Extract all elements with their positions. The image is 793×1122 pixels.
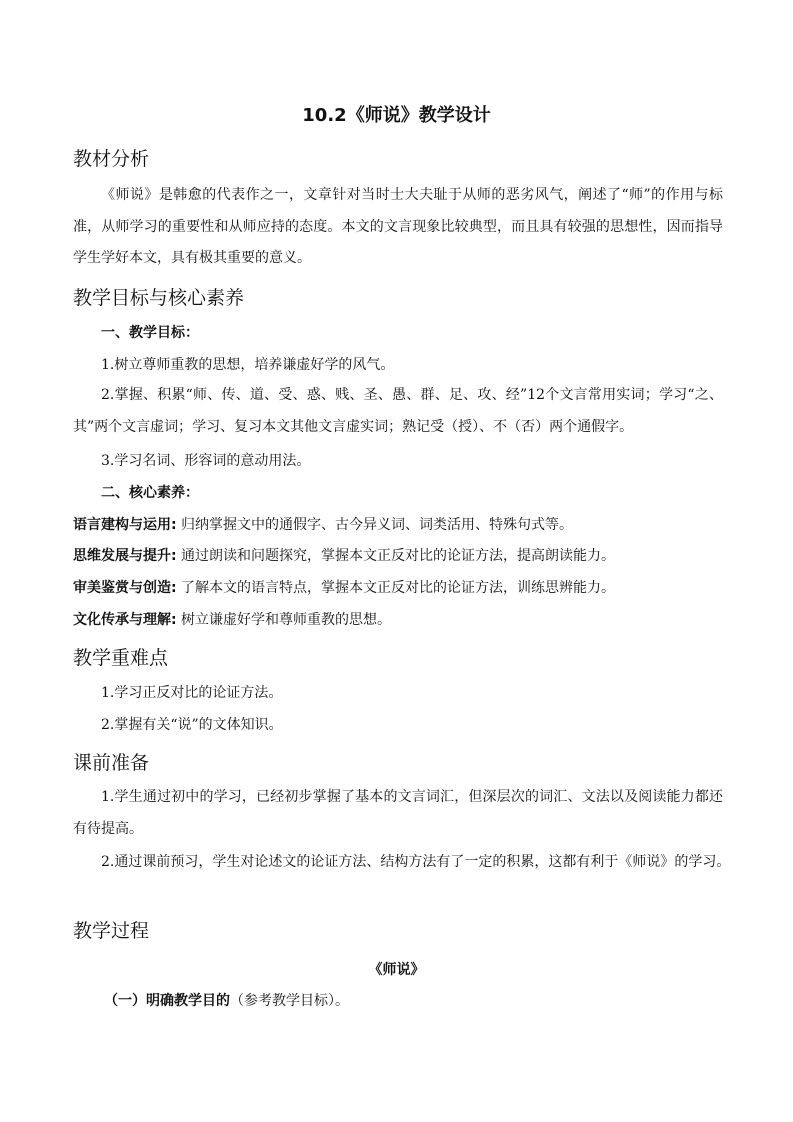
keypoint-item-2: 2.掌握有关“说”的文体知识。 bbox=[101, 717, 283, 733]
subheading-teaching-goals: 一、教学目标： bbox=[101, 325, 199, 341]
heading-keypoints: 教学重难点 bbox=[73, 647, 169, 669]
analysis-paragraph: 《师说》是韩愈的代表作之一，文章针对当时士大夫耻于从师的恶劣风气，阐述了“师”的作用与标准，从师学习的重要性和从师应持的态度。本文的文言现象比较典型，而且具有较强的思想性，因而指导学生学好本文，具有极其重要的意义。 bbox=[73, 187, 723, 266]
core-item-1-text: 归纳掌握文中的通假字、古今异义词、词类活用、特殊句式等。 bbox=[176, 517, 574, 533]
prep-item-1: 1.学生通过初中的学习，已经初步掌握了基本的文言词汇，但深层次的词汇、文法以及阅读能力都还有待提高。 bbox=[73, 789, 723, 837]
core-item-2-text: 通过朗读和问题探究，掌握本文正反对比的论证方法，提高朗读能力。 bbox=[176, 548, 616, 564]
core-item-1 bbox=[73, 515, 703, 535]
prep-item-2: 2.通过课前预习，学生对论述文的论证方法、结构方法有了一定的积累，这都有利于《师说》的学习。 bbox=[101, 854, 731, 870]
core-item-4-label: 文化传承与理解: bbox=[73, 612, 177, 628]
core-item-3 bbox=[73, 578, 703, 598]
heading-process: 教学过程 bbox=[73, 920, 150, 942]
heading-prep: 课前准备 bbox=[73, 752, 150, 774]
process-step-1-label: （一）明确教学目的 bbox=[104, 993, 230, 1009]
goal-item-3: 3.学习名词、形容词的意动用法。 bbox=[101, 453, 311, 469]
heading-analysis: 教材分析 bbox=[73, 148, 150, 170]
keypoint-item-1: 1.学习正反对比的论证方法。 bbox=[101, 685, 283, 701]
goal-item-2: 2.掌握、积累“师、传、道、受、惑、贱、圣、愚、群、足、攻、经”12个文言常用实词；学习“之、其”两个文言虚词；学习、复习本文其他文言虚实词；熟记受（授）、不（否）两个通假字。 bbox=[73, 387, 723, 435]
core-item-1-label: 语言建构与运用: bbox=[73, 517, 177, 533]
process-step-1-text: （参考教学目标）。 bbox=[230, 993, 349, 1009]
core-item-2 bbox=[73, 546, 703, 566]
heading-goals: 教学目标与核心素养 bbox=[73, 287, 245, 309]
process-step-1 bbox=[104, 991, 734, 1011]
process-subtitle: 《师说》 bbox=[368, 962, 425, 978]
core-item-4-text: 树立谦虚好学和尊师重教的思想。 bbox=[176, 612, 392, 628]
core-item-4 bbox=[73, 610, 703, 630]
goal-item-1: 1.树立尊师重教的思想，培养谦虚好学的风气。 bbox=[101, 357, 395, 373]
subheading-core-literacy: 二、核心素养： bbox=[101, 485, 199, 501]
core-item-3-text: 了解本文的语言特点，掌握本文正反对比的论证方法，训练思辨能力。 bbox=[176, 580, 616, 596]
core-item-3-label: 审美鉴赏与创造: bbox=[73, 580, 177, 596]
document-title: 10.2《师说》教学设计 bbox=[302, 105, 491, 126]
core-item-2-label: 思维发展与提升: bbox=[73, 548, 177, 564]
